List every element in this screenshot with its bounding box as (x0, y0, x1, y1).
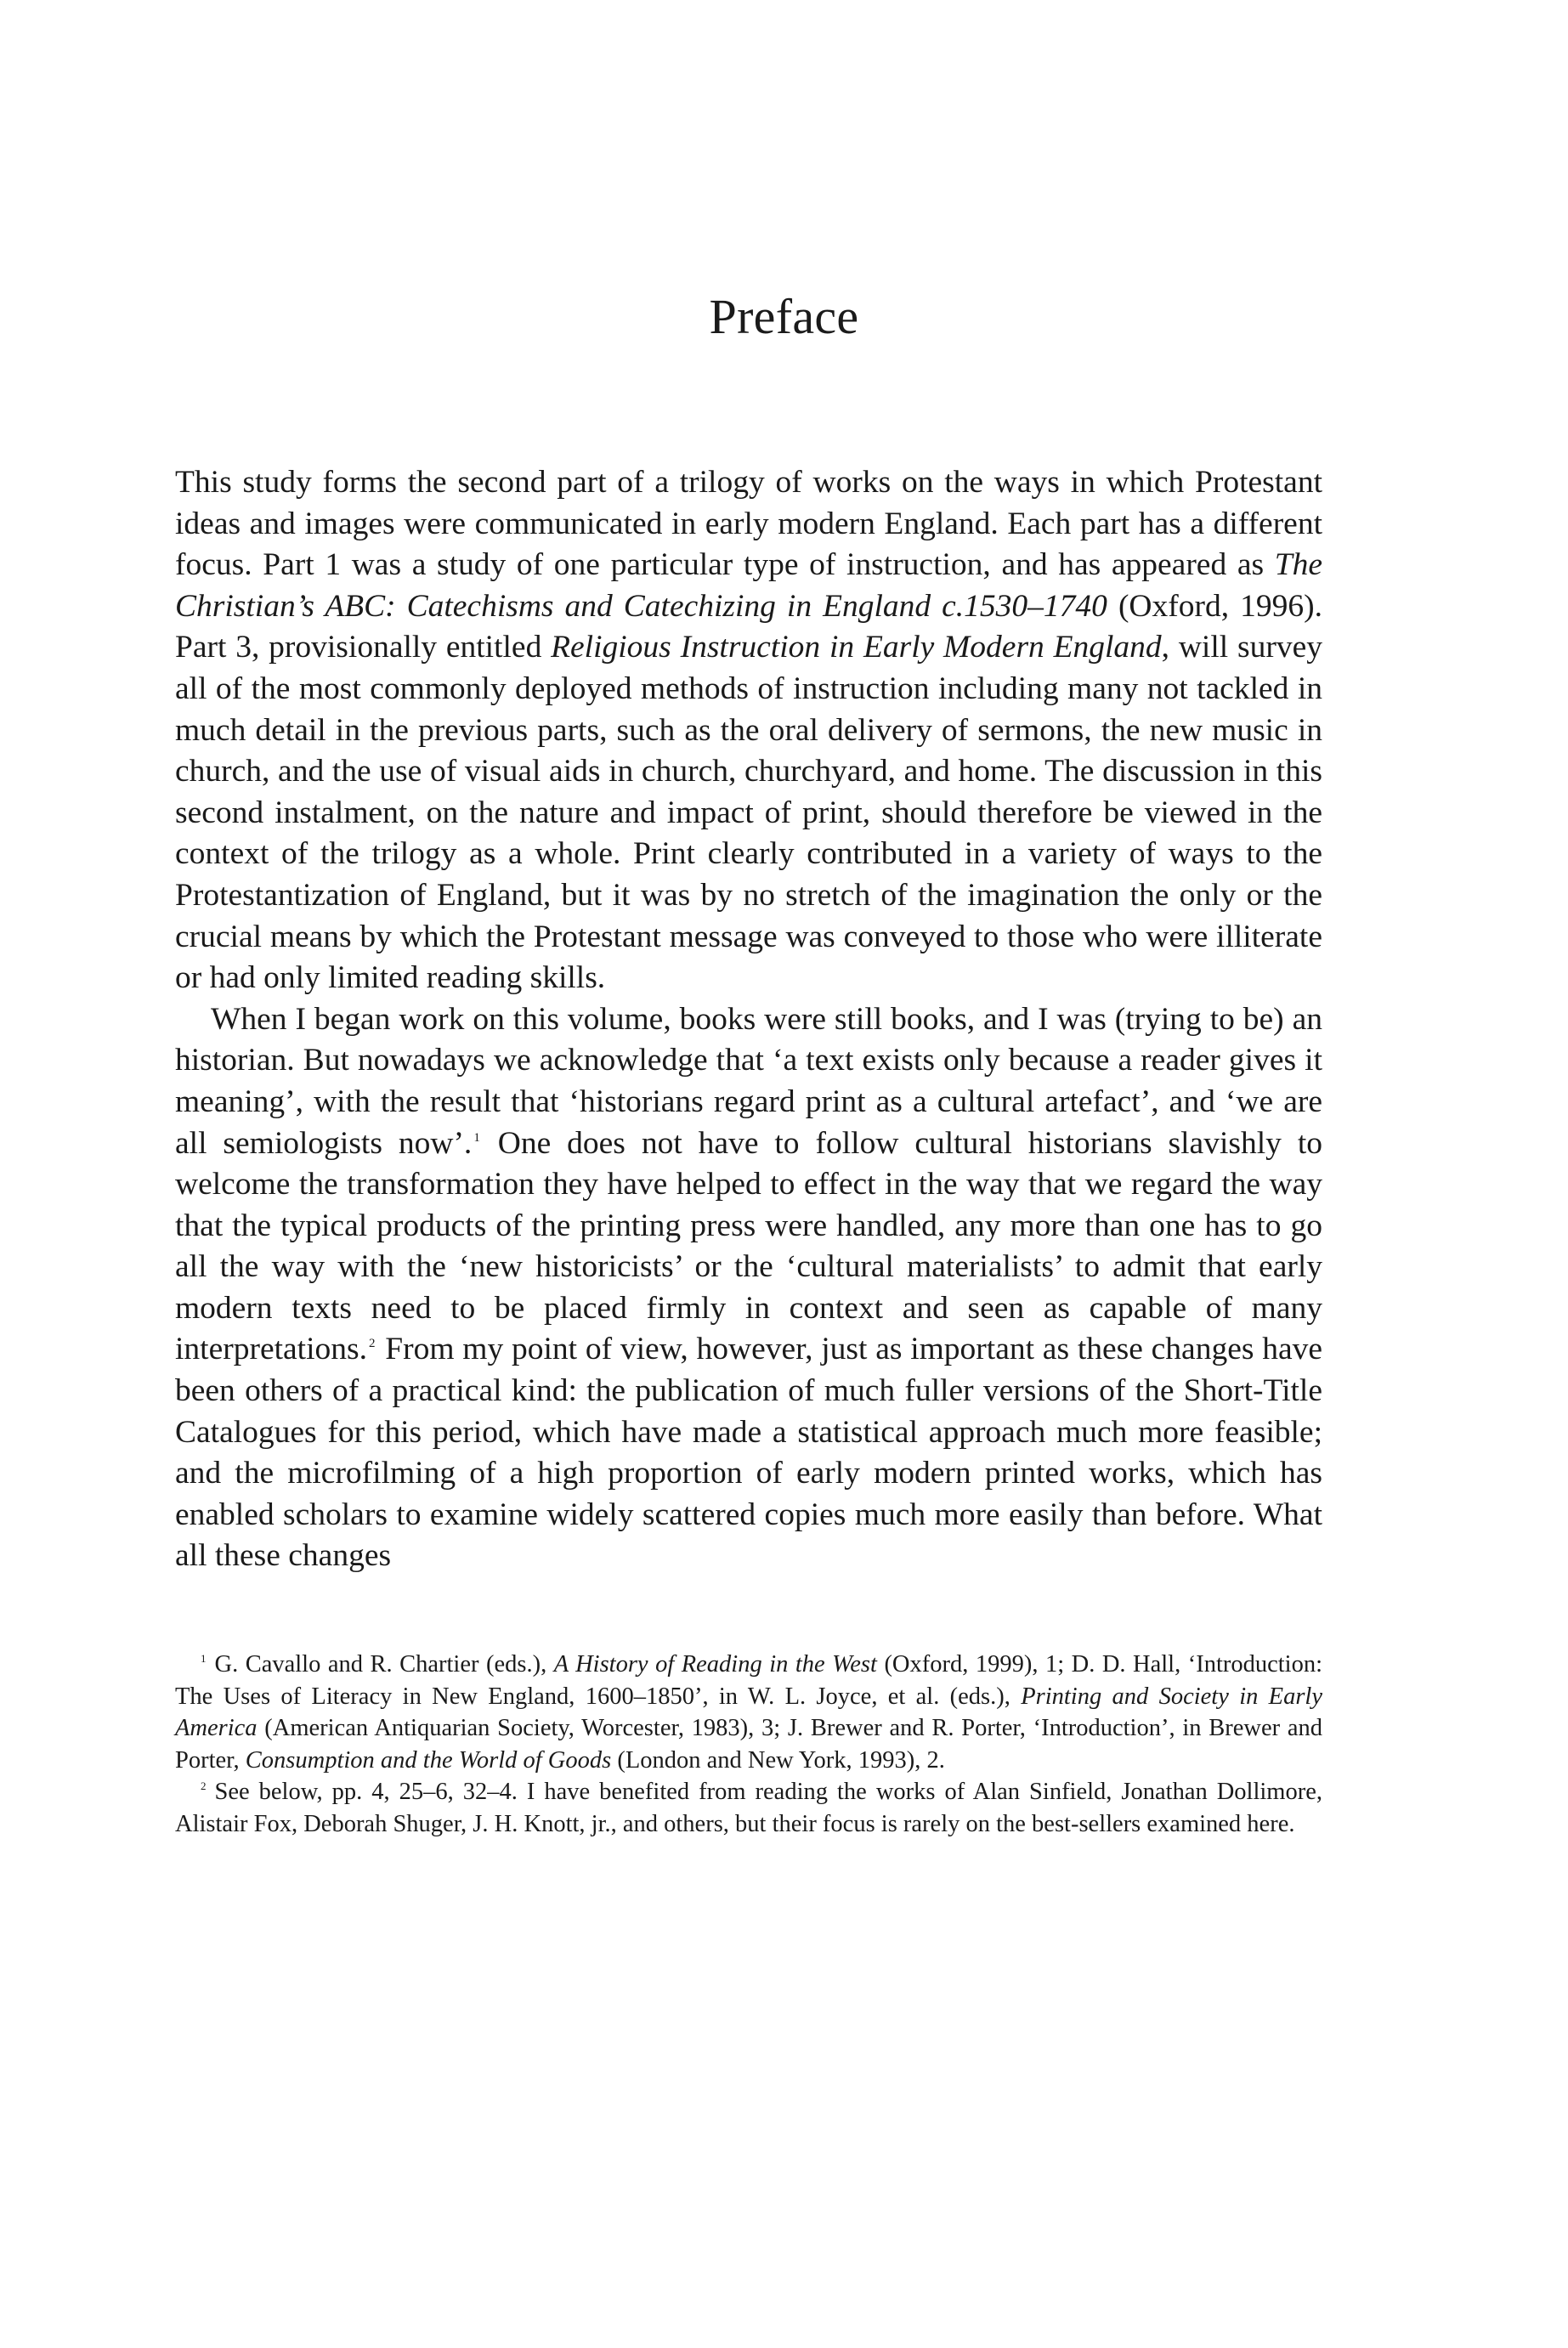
footnote-marker: 1 (201, 1652, 207, 1665)
footnote-reference[interactable]: 2 (368, 1337, 376, 1351)
footnote-reference[interactable]: 1 (473, 1130, 480, 1145)
text-run: See below, pp. 4, 25–6, 32–4. I have benefited from reading the works of Alan Sinfield, Jonathan Dollimore, Alistair Fox, Deborah Shuger, J. H. Knott, jr., and others, but their focus is rarely on the best-sellers examined here. (175, 1779, 1322, 1837)
paragraph (175, 999, 1322, 1577)
book-title: The Christian’s ABC: Catechisms and Catechizing in England c.1530–1740 (175, 547, 1322, 624)
text-run: One does not have to follow cultural historians slavishly to welcome the transformation they have helped to effect in the way that we regard the way that the typical products of the printing press were handled, any more than one has to go all the way with the ‘new historicists’ or the ‘cultural materialists’ to admit that early modern texts need to be placed firmly in context and seen as capable of many interpretations. (175, 1125, 1322, 1367)
book-title: A History of Reading in the West (553, 1651, 877, 1678)
text-run: G. Cavallo and R. Chartier (eds.), (214, 1651, 554, 1678)
footnote (175, 1776, 1322, 1840)
text-run: (American Antiquarian Society, Worcester, 1983), 3; J. Brewer and R. Porter, ‘Introduction’, in Brewer and Porter, (175, 1715, 1322, 1774)
book-title: Religious Instruction in Early Modern England (551, 630, 1162, 665)
text-run: (Oxford, 1999), 1; D. D. Hall, ‘Introduction: The Uses of Literacy in New England, 1600–1850’, in W. L. Joyce, et al. (eds.), (175, 1651, 1323, 1710)
page-title: Preface (709, 289, 859, 344)
text-run: , will survey all of the most commonly deployed methods of instruction including many not tackled in much detail in the previous parts, such as the oral delivery of sermons, the new music in church, and the use of visual aids in church, churchyard, and home. The discussion in this second instalment, on the nature and impact of print, should therefore be viewed in the context of the trilogy as a whole. Print clearly contributed in a variety of ways to the Protestantization of England, but it was by no stretch of the imagination the only or the crucial means by which the Protestant message was conveyed to those who were illiterate or had only limited reading skills. (175, 630, 1322, 996)
body-text (175, 462, 1322, 1577)
book-title: Consumption and the World of Goods (245, 1746, 612, 1774)
footnote (175, 1649, 1322, 1776)
footnotes (175, 1649, 1322, 1840)
text-run: This study forms the second part of a trilogy of works on the ways in which Protestant ideas and images were communicated in early modern England. Each part has a different focus. Part 1 was a study of one particular type of instruction, and has appeared as (175, 465, 1322, 583)
text-run: From my point of view, however, just as important as these changes have been others of a practical kind: the publication of much fuller versions of the Short-Title Catalogues for this period, which have made a statistical approach much more feasible; and the microfilming of a high proportion of early modern printed works, which has enabled scholars to examine widely scattered copies much more easily than before. What all these changes (175, 1332, 1322, 1574)
footnote-marker: 2 (201, 1779, 207, 1792)
text-run: When I began work on this volume, books were still books, and I was (trying to be) an historian. But nowadays we acknowledge that ‘a text exists only because a reader gives it meaning’, with the result that ‘historians regard print as a cultural artefact’, and ‘we are all semiologists now’. (175, 1001, 1322, 1161)
text-run: (Oxford, 1996). Part 3, provisionally entitled (175, 588, 1322, 665)
text-run: (London and New York, 1993), 2. (611, 1746, 945, 1774)
book-title: Printing and Society in Early America (175, 1683, 1322, 1741)
paragraph (175, 462, 1322, 999)
